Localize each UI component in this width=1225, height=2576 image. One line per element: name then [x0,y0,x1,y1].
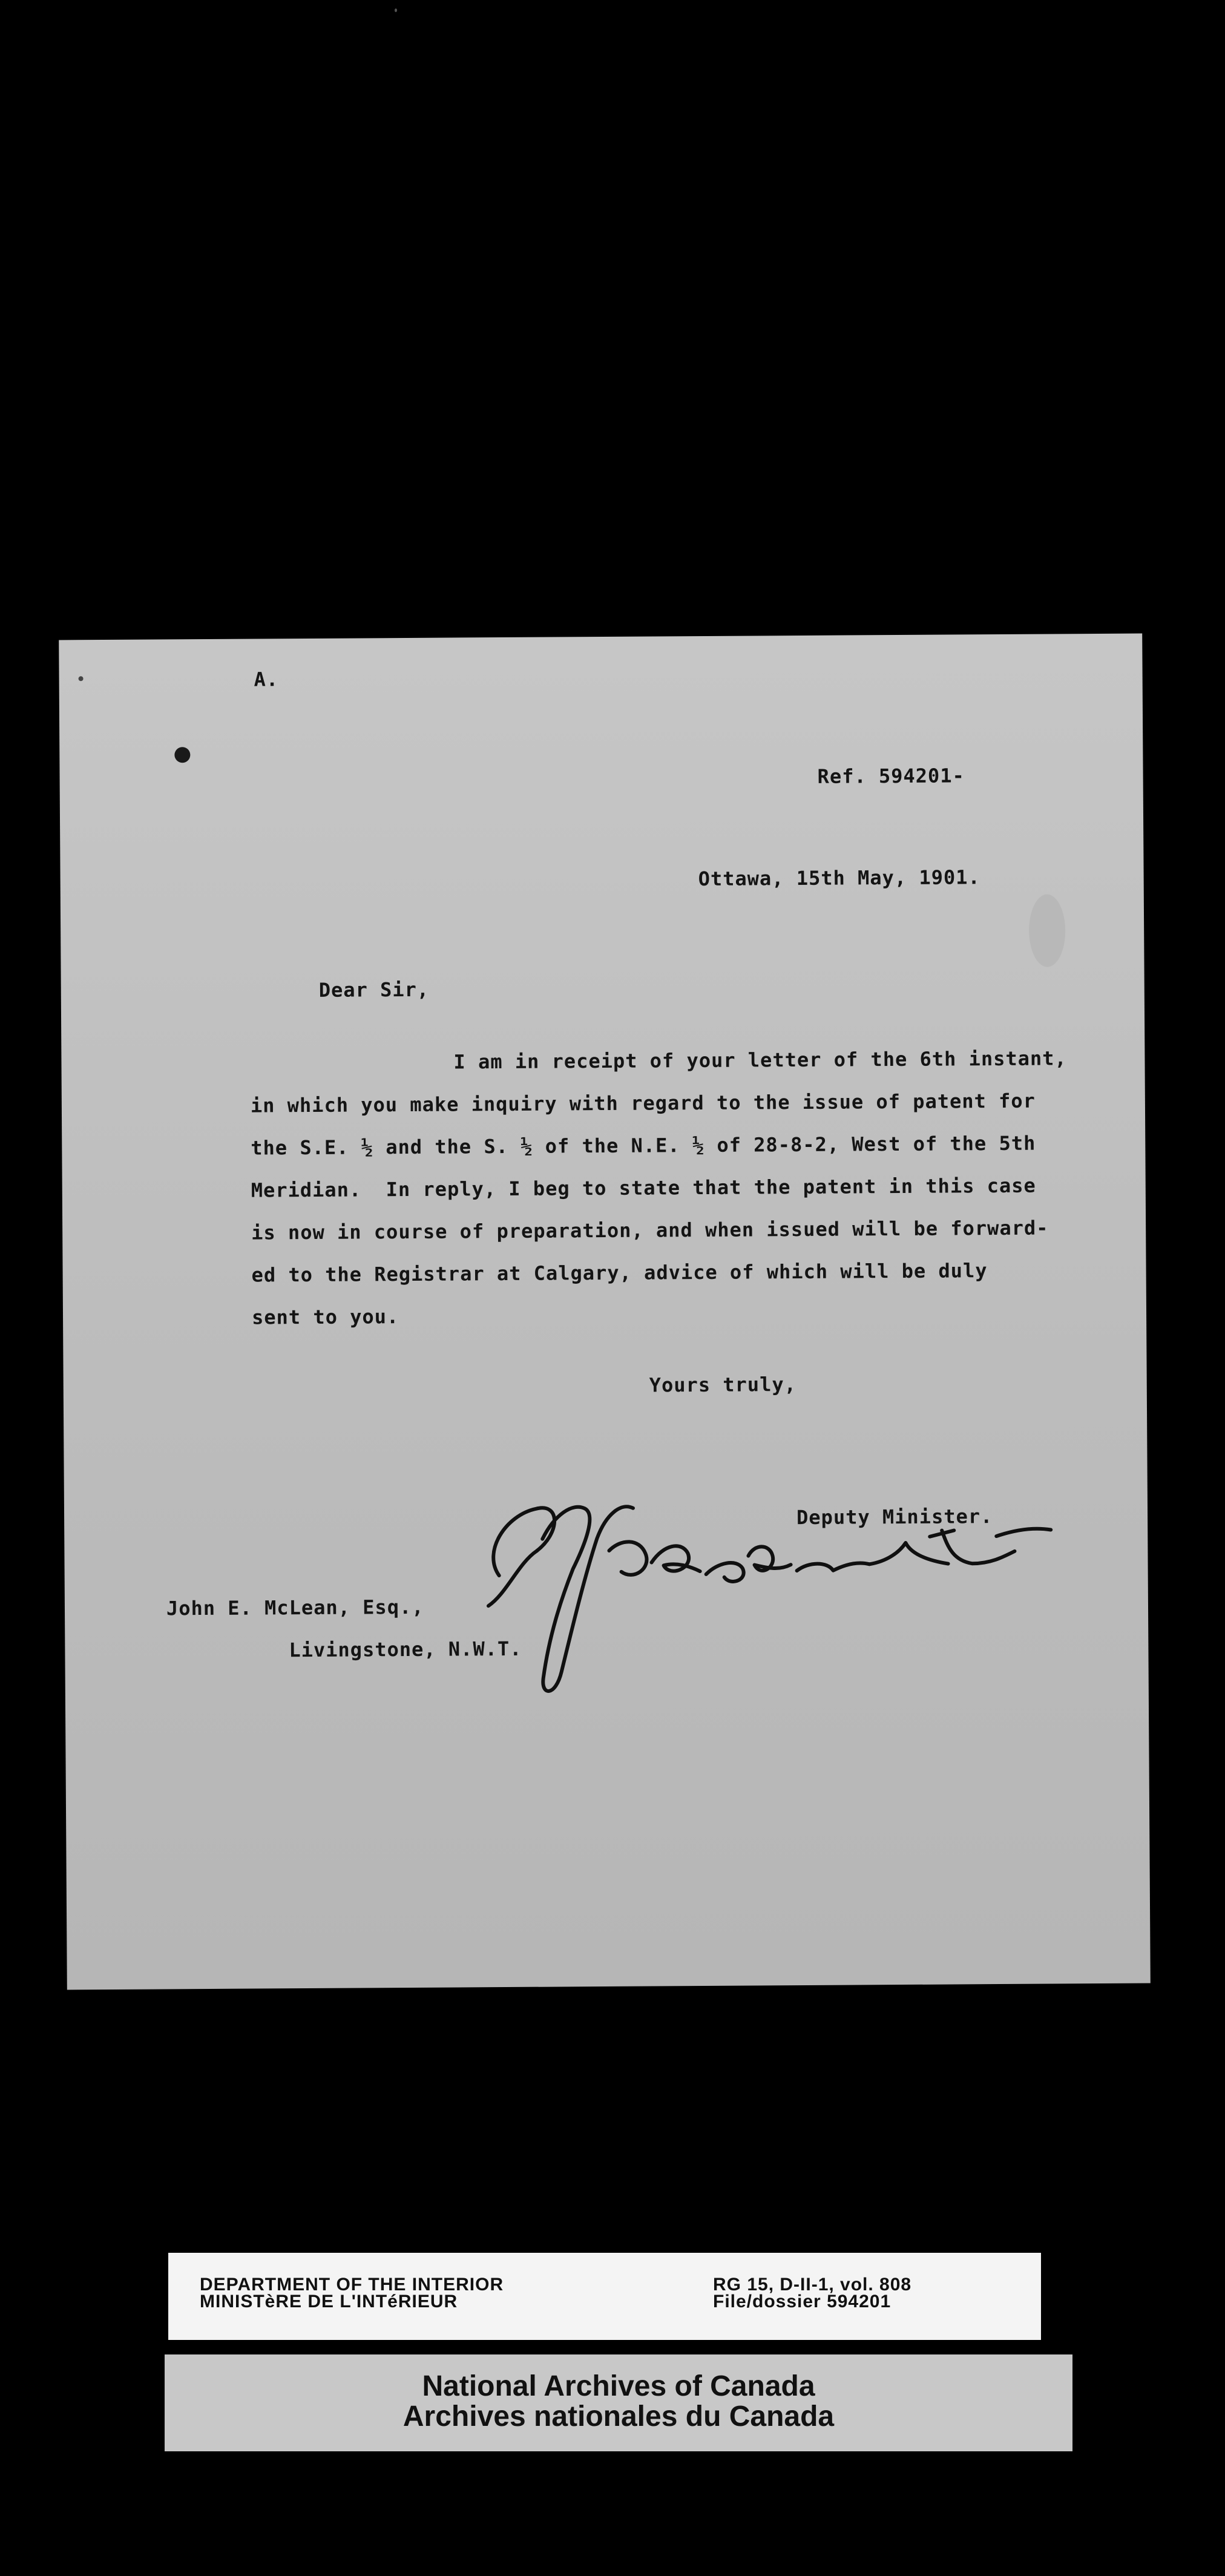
body-line: in which you make inquiry with regard to the issue of patent for [250,1089,1036,1117]
archive-banner [165,2354,1072,2451]
film-speck [395,8,397,12]
department-english: DEPARTMENT OF THE INTERIOR [200,2275,504,2295]
date-line: Ottawa, 15th May, 1901. [698,866,980,891]
letter-mark: A. [254,668,279,691]
body-line: the S.E. ½ and the S. ½ of the N.E. ½ of 28-8-2, West of the 5th [251,1131,1036,1160]
file-dossier-number: File/dossier 594201 [713,2292,892,2312]
letter-page [59,634,1151,1990]
punch-hole-mark [174,747,190,763]
page-speck [79,676,84,681]
body-line: ed to the Registrar at Calgary, advice of which will be duly [251,1259,988,1287]
bleed-through-mark [1029,894,1066,967]
signer-title: Deputy Minister. [796,1505,993,1530]
record-group-reference: RG 15, D-II-1, vol. 808 [713,2275,912,2295]
addressee-name: John E. McLean, Esq., [166,1595,424,1620]
addressee-place: Livingstone, N.W.T. [289,1637,522,1662]
archive-name-french: Archives nationales du Canada [402,2400,835,2433]
body-line: sent to you. [251,1305,399,1329]
department-french: MINISTèRE DE L'INTéRIEUR [200,2292,458,2312]
reference-number: Ref. 594201- [817,764,965,788]
salutation: Dear Sir, [318,978,430,1002]
closing: Yours truly, [649,1373,797,1397]
archive-name-english: National Archives of Canada [422,2370,815,2402]
body-line: is now in course of preparation, and when issued will be forward- [251,1216,1049,1244]
body-line: Meridian. In reply, I beg to state that the patent in this case [251,1174,1036,1202]
handwritten-signature [469,1439,1131,1709]
body-line: I am in receipt of your letter of the 6th instant, [453,1046,1067,1074]
archive-reference-label [168,2253,1041,2340]
